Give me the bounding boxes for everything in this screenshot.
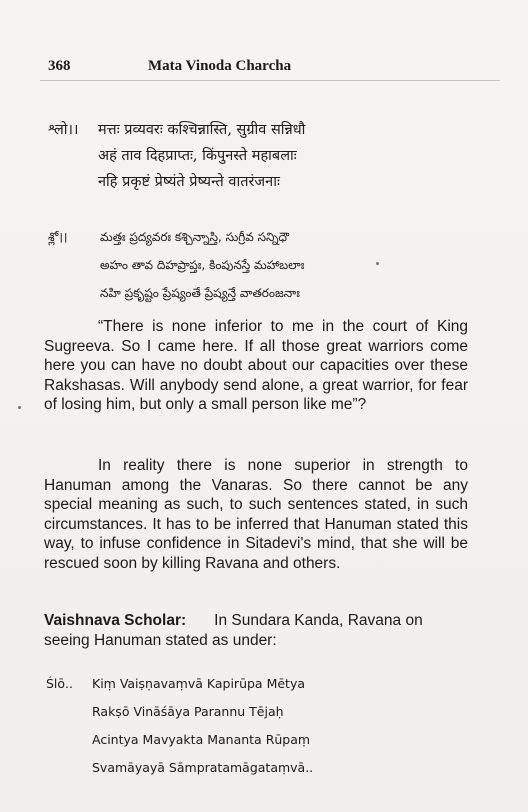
verse-line: అహం తావ దిహప్రాప్తః, కింపునస్తే మహాబలాః [100, 258, 305, 272]
running-title: Mata Vinoda Charcha [148, 58, 292, 74]
verse-line: Acintya Mavyakta Mananta Rūpaṃ [92, 732, 311, 747]
page-number: 368 [48, 58, 71, 74]
quote-paragraph: “There is none inferior to me in the court of King Sugreeva. So I came here. If all those great warriors come here you can have no doubt about our capacities over these Rakshasas. Will anybody send alone, a great warrior, for fear of losing him, but only a small person like me”? [44, 318, 468, 413]
verse-tag: श्लो।। [48, 122, 79, 138]
verse-tag: శ్లో।। [48, 230, 68, 244]
verse-line: मत्तः प्रव्यवरः कश्चिन्नास्ति, सुग्रीव सन्निधौ [98, 122, 306, 138]
verse-line: Kiṃ Vaiṣṇavaṃvā Kapirūpa Mētya [92, 676, 306, 691]
verse-line: Rakṣō Vināśāya Parannu Tējaḥ [92, 704, 284, 719]
verse-line: మత్తః ప్రద్యవరః కశ్చిన్నాస్తి, సుగ్రీవ సన్నిధౌ [100, 230, 290, 244]
paper-speck [18, 406, 21, 409]
scholar-paragraph [44, 611, 468, 651]
header-divider [40, 80, 500, 81]
verse-line: अहं ताव दिहप्राप्तः, किंपुनस्ते महाबलाः [98, 148, 297, 164]
scholar-text: In Sundara Kanda, Ravana on seeing Hanuman stated as under: [44, 612, 423, 649]
verse-line: నహి ప్రకృష్టం ప్రేష్యంతే ప్రేష్యన్తే వాతరంజనాః [100, 286, 300, 300]
verse-tag: Ślō.. [46, 676, 74, 691]
body-paragraph: In reality there is none superior in strength to Hanuman among the Vanaras. So there cannot be any special meaning as such, to such sentences stated, in such circumstances. It has to be inferred that Hanuman stated this way, to infuse confidence in Sitadevi's mind, that she will be rescued soon by killing Ravana and others. [44, 457, 468, 572]
verse-line: नहि प्रकृष्टं प्रेष्यंते प्रेष्यन्ते वातरंजनाः [98, 174, 280, 190]
scholar-label: Vaishnava Scholar: [44, 612, 187, 629]
verse-line: Svamāyayā Sāmpratamāgataṃvā.. [92, 760, 314, 775]
paper-speck [376, 262, 379, 265]
